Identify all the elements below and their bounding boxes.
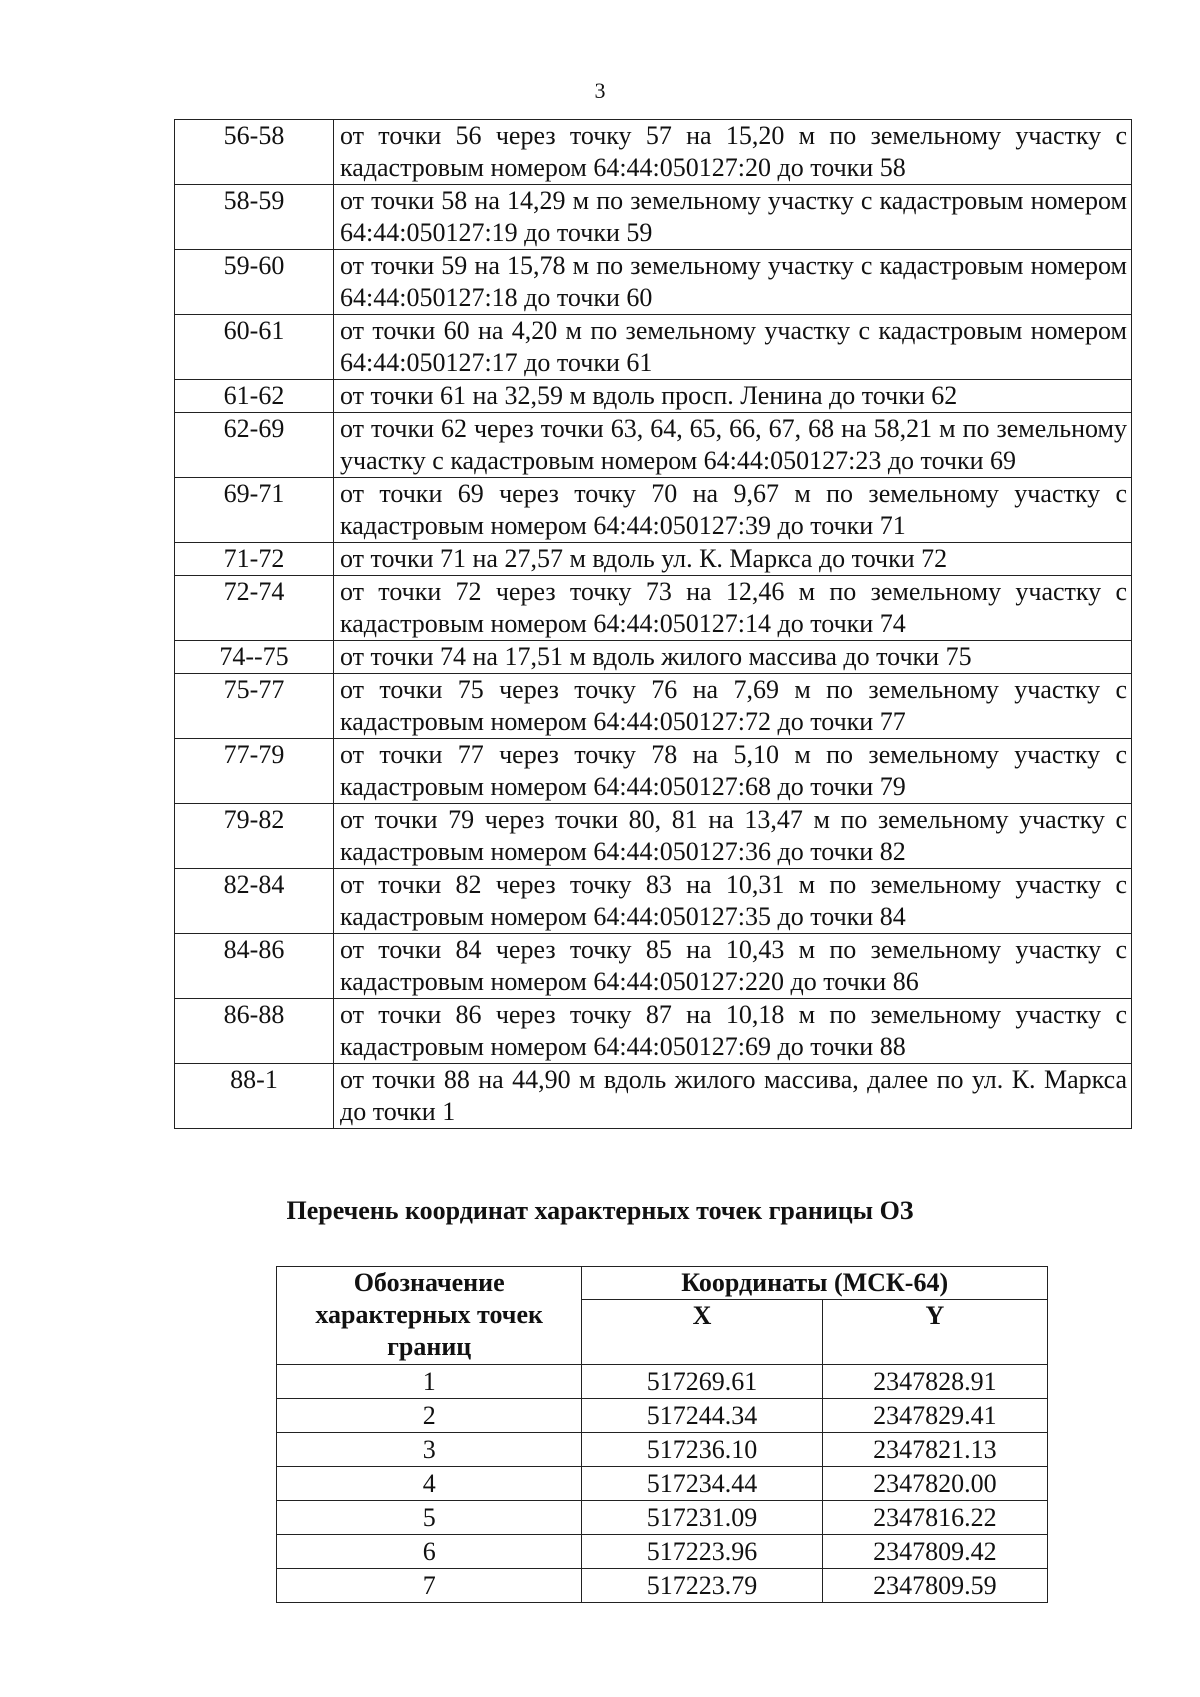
coordinates-table-body bbox=[277, 1365, 1048, 1603]
segment-description: от точки 82 через точку 83 на 10,31 м по земельному участку с кадастровым номером 64:44:050127:35 до точки 84 bbox=[334, 869, 1132, 934]
point-number: 1 bbox=[277, 1365, 582, 1399]
coordinate-row bbox=[277, 1535, 1048, 1569]
boundary-row bbox=[175, 315, 1132, 380]
boundary-table-body bbox=[175, 120, 1132, 1129]
segment-label: 59-60 bbox=[175, 250, 334, 315]
coordinate-row bbox=[277, 1433, 1048, 1467]
boundary-row bbox=[175, 120, 1132, 185]
boundary-row bbox=[175, 934, 1132, 999]
y-coordinate: 2347821.13 bbox=[822, 1433, 1047, 1467]
segment-description: от точки 56 через точку 57 на 15,20 м по земельному участку с кадастровым номером 64:44:050127:20 до точки 58 bbox=[334, 120, 1132, 185]
segment-description: от точки 84 через точку 85 на 10,43 м по земельному участку с кадастровым номером 64:44:050127:220 до точки 86 bbox=[334, 934, 1132, 999]
coordinate-row bbox=[277, 1569, 1048, 1603]
segment-label: 56-58 bbox=[175, 120, 334, 185]
boundary-row bbox=[175, 739, 1132, 804]
segment-label: 61-62 bbox=[175, 380, 334, 413]
segment-label: 84-86 bbox=[175, 934, 334, 999]
y-coordinate: 2347809.42 bbox=[822, 1535, 1047, 1569]
boundary-row bbox=[175, 674, 1132, 739]
coordinate-row bbox=[277, 1467, 1048, 1501]
segment-label: 58-59 bbox=[175, 185, 334, 250]
boundary-row bbox=[175, 641, 1132, 674]
coordinates-header: Координаты (МСК-64) bbox=[582, 1267, 1048, 1300]
point-number: 5 bbox=[277, 1501, 582, 1535]
boundary-row bbox=[175, 185, 1132, 250]
boundary-row bbox=[175, 1064, 1132, 1129]
coordinates-table bbox=[276, 1266, 1048, 1603]
segment-label: 69-71 bbox=[175, 478, 334, 543]
boundary-row bbox=[175, 413, 1132, 478]
segment-label: 75-77 bbox=[175, 674, 334, 739]
page-number: 3 bbox=[594, 78, 606, 103]
boundary-row bbox=[175, 380, 1132, 413]
coordinates-table-header bbox=[277, 1267, 1048, 1365]
segment-description: от точки 61 на 32,59 м вдоль просп. Ленина до точки 62 bbox=[334, 380, 1132, 413]
segment-description: от точки 79 через точки 80, 81 на 13,47 м по земельному участку с кадастровым номером 64:44:050127:36 до точки 82 bbox=[334, 804, 1132, 869]
segment-label: 88-1 bbox=[175, 1064, 334, 1129]
segment-description: от точки 74 на 17,51 м вдоль жилого массива до точки 75 bbox=[334, 641, 1132, 674]
y-coordinate: 2347829.41 bbox=[822, 1399, 1047, 1433]
coordinate-row bbox=[277, 1365, 1048, 1399]
boundary-description-table bbox=[174, 119, 1132, 1129]
point-number: 4 bbox=[277, 1467, 582, 1501]
coordinate-row bbox=[277, 1501, 1048, 1535]
point-number: 6 bbox=[277, 1535, 582, 1569]
point-number: 3 bbox=[277, 1433, 582, 1467]
y-coordinate: 2347809.59 bbox=[822, 1569, 1047, 1603]
y-coordinate: 2347816.22 bbox=[822, 1501, 1047, 1535]
x-header: X bbox=[582, 1300, 822, 1365]
x-coordinate: 517231.09 bbox=[582, 1501, 822, 1535]
segment-label: 60-61 bbox=[175, 315, 334, 380]
segment-description: от точки 88 на 44,90 м вдоль жилого массива, далее по ул. К. Маркса до точки 1 bbox=[334, 1064, 1132, 1129]
segment-label: 74--75 bbox=[175, 641, 334, 674]
segment-label: 62-69 bbox=[175, 413, 334, 478]
y-coordinate: 2347828.91 bbox=[822, 1365, 1047, 1399]
segment-label: 71-72 bbox=[175, 543, 334, 576]
segment-description: от точки 58 на 14,29 м по земельному участку с кадастровым номером 64:44:050127:19 до точки 59 bbox=[334, 185, 1132, 250]
segment-description: от точки 62 через точки 63, 64, 65, 66, 67, 68 на 58,21 м по земельному участку с кадастровым номером 64:44:050127:23 до точки 69 bbox=[334, 413, 1132, 478]
boundary-row bbox=[175, 543, 1132, 576]
segment-description: от точки 86 через точку 87 на 10,18 м по земельному участку с кадастровым номером 64:44:050127:69 до точки 88 bbox=[334, 999, 1132, 1064]
segment-label: 82-84 bbox=[175, 869, 334, 934]
boundary-row bbox=[175, 804, 1132, 869]
y-header: Y bbox=[822, 1300, 1047, 1365]
segment-description: от точки 69 через точку 70 на 9,67 м по земельному участку с кадастровым номером 64:44:050127:39 до точки 71 bbox=[334, 478, 1132, 543]
boundary-row bbox=[175, 478, 1132, 543]
segment-label: 86-88 bbox=[175, 999, 334, 1064]
segment-label: 79-82 bbox=[175, 804, 334, 869]
x-coordinate: 517236.10 bbox=[582, 1433, 822, 1467]
point-number: 2 bbox=[277, 1399, 582, 1433]
boundary-row bbox=[175, 999, 1132, 1064]
x-coordinate: 517223.79 bbox=[582, 1569, 822, 1603]
x-coordinate: 517223.96 bbox=[582, 1535, 822, 1569]
designation-header: Обозначение характерных точек границ bbox=[277, 1267, 582, 1365]
x-coordinate: 517269.61 bbox=[582, 1365, 822, 1399]
segment-description: от точки 77 через точку 78 на 5,10 м по земельному участку с кадастровым номером 64:44:050127:68 до точки 79 bbox=[334, 739, 1132, 804]
segment-description: от точки 60 на 4,20 м по земельному участку с кадастровым номером 64:44:050127:17 до точки 61 bbox=[334, 315, 1132, 380]
point-number: 7 bbox=[277, 1569, 582, 1603]
x-coordinate: 517234.44 bbox=[582, 1467, 822, 1501]
coordinates-section-title: Перечень координат характерных точек границы ОЗ bbox=[286, 1196, 914, 1225]
boundary-row bbox=[175, 869, 1132, 934]
segment-label: 72-74 bbox=[175, 576, 334, 641]
x-coordinate: 517244.34 bbox=[582, 1399, 822, 1433]
segment-description: от точки 59 на 15,78 м по земельному участку с кадастровым номером 64:44:050127:18 до точки 60 bbox=[334, 250, 1132, 315]
segment-description: от точки 71 на 27,57 м вдоль ул. К. Маркса до точки 72 bbox=[334, 543, 1132, 576]
segment-description: от точки 72 через точку 73 на 12,46 м по земельному участку с кадастровым номером 64:44:050127:14 до точки 74 bbox=[334, 576, 1132, 641]
segment-label: 77-79 bbox=[175, 739, 334, 804]
boundary-row bbox=[175, 576, 1132, 641]
y-coordinate: 2347820.00 bbox=[822, 1467, 1047, 1501]
segment-description: от точки 75 через точку 76 на 7,69 м по земельному участку с кадастровым номером 64:44:050127:72 до точки 77 bbox=[334, 674, 1132, 739]
coordinate-row bbox=[277, 1399, 1048, 1433]
boundary-row bbox=[175, 250, 1132, 315]
